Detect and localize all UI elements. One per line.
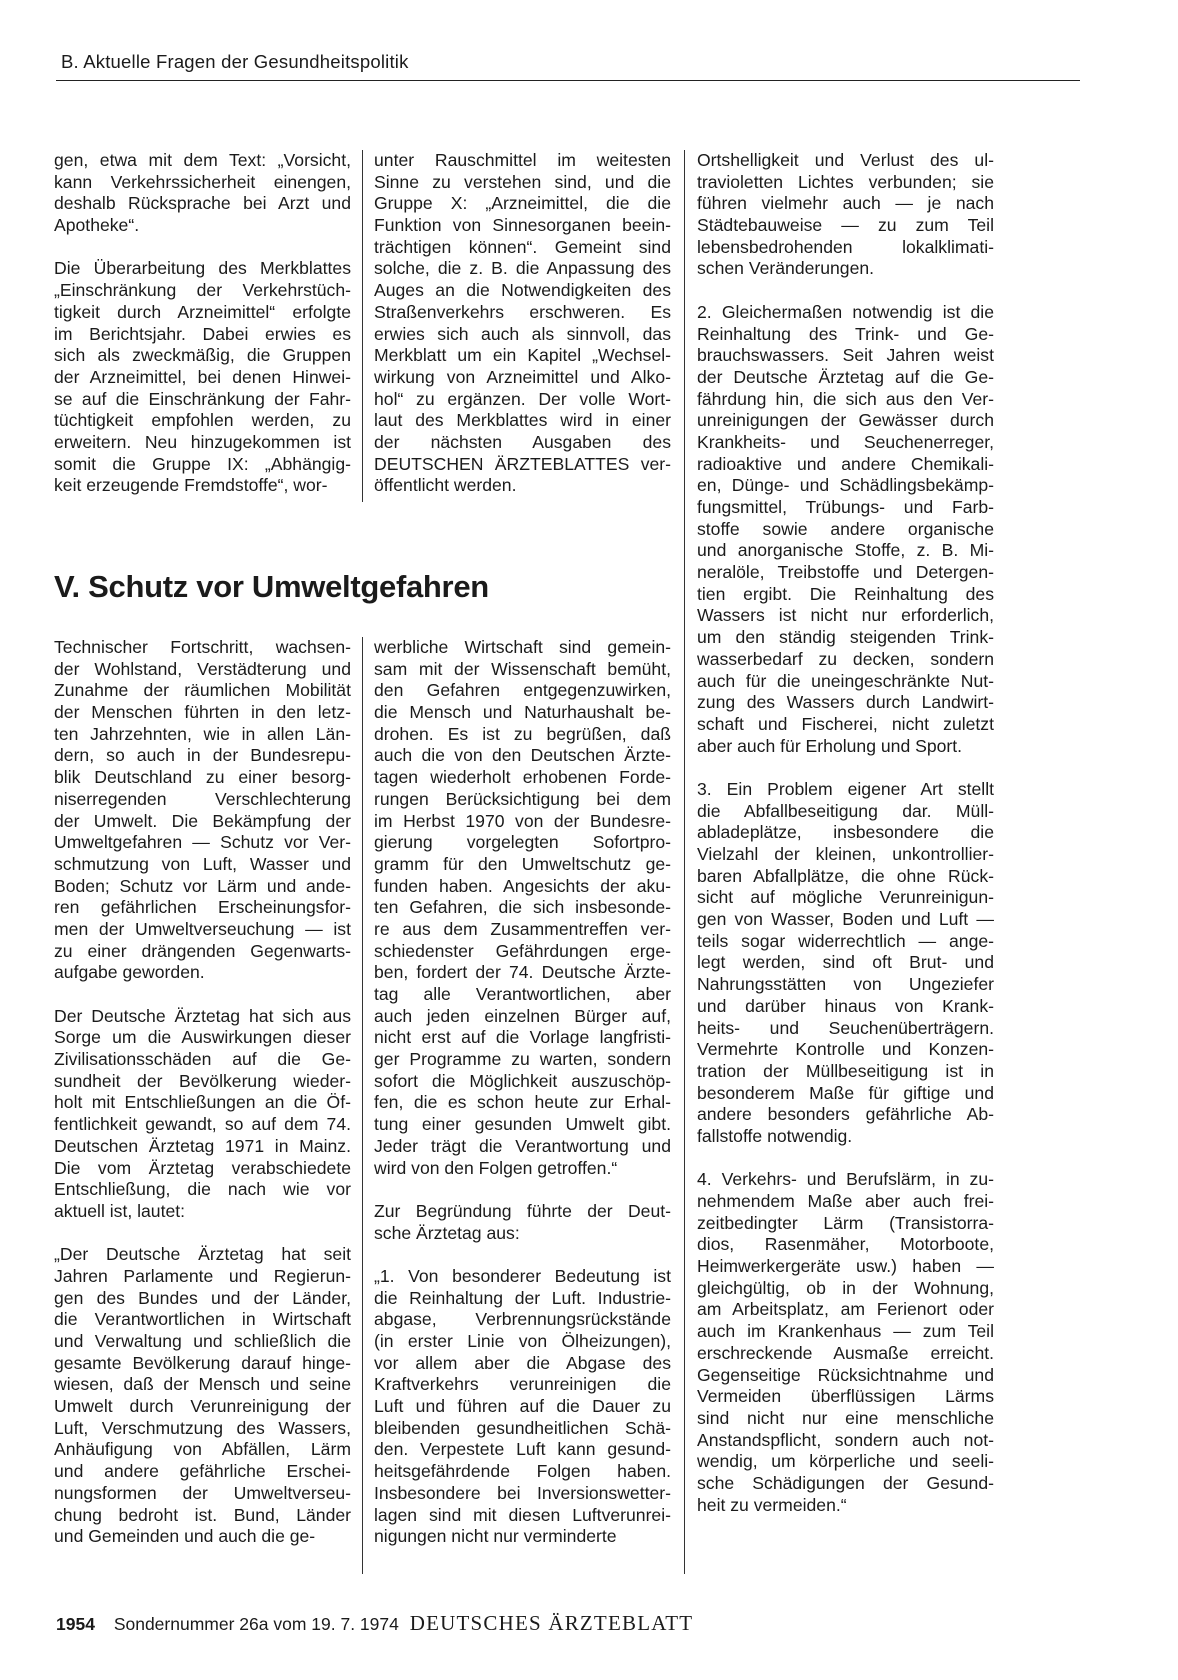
text-line: und Verwaltung und schließlich die bbox=[54, 1331, 351, 1351]
text-line: sche Schädigungen der Gesund- bbox=[697, 1472, 994, 1493]
text-line: sicht auf mögliche Verunreinigun- bbox=[697, 887, 994, 908]
text-line: wasserbedarf zu decken, sondern bbox=[697, 648, 994, 669]
text-line: tration der Müllbeseitigung ist in bbox=[697, 1060, 994, 1081]
text-line: fungsmittel, Trübungs- und Farb- bbox=[697, 497, 994, 517]
text-line: „Einschränkung der Verkehrstüch- bbox=[54, 280, 351, 301]
paragraph-gap bbox=[54, 237, 351, 259]
text-line: Wassers ist nicht nur erforderlich, bbox=[697, 605, 994, 626]
text-line: trächtigen können“. Gemeint sind bbox=[374, 236, 671, 257]
text-line: Anstandspflicht, sondern auch not- bbox=[697, 1429, 994, 1450]
text-line: radioaktive und andere Chemikali- bbox=[697, 453, 994, 474]
text-line: chung bedroht ist. Bund, Länder bbox=[54, 1504, 351, 1525]
text-line: se auf die Einschränkung der Fahr- bbox=[54, 388, 351, 409]
text-line: Deutschen Ärztetag 1971 in Mainz. bbox=[54, 1135, 351, 1156]
text-line: drohen. Es ist zu begrüßen, daß bbox=[374, 723, 671, 744]
text-line: funden haben. Angesichts der aku- bbox=[374, 875, 671, 896]
text-line: gleichgültig, ob in der Wohnung, bbox=[697, 1277, 994, 1298]
text-line: Luft und führen auf die Dauer zu bbox=[374, 1396, 671, 1417]
text-line: Krankheits- und Seuchenerreger, bbox=[697, 431, 994, 452]
text-line: und Gemeinden und auch die ge- bbox=[54, 1526, 316, 1547]
text-line: Nahrungsstätten von Ungeziefer bbox=[697, 974, 994, 995]
text-line: 4. Verkehrs- und Berufslärm, in zu- bbox=[697, 1169, 994, 1190]
text-line: Die vom Ärztetag verabschiedete bbox=[54, 1157, 351, 1178]
masthead: DEUTSCHES ÄRZTEBLATT bbox=[409, 1611, 694, 1635]
paragraph-gap bbox=[374, 1179, 671, 1201]
text-line: en, Dünge- und Schädlingsbekämp- bbox=[697, 475, 994, 496]
text-line: zeitbedingter Lärm (Transistorra- bbox=[697, 1212, 994, 1233]
text-line: deshalb Rücksprache bei Arzt und bbox=[54, 193, 351, 214]
text-line: sche Ärztetag aus: bbox=[374, 1222, 520, 1243]
paragraph-gap bbox=[697, 757, 994, 779]
text-line: nungsformen der Umweltverseu- bbox=[54, 1482, 351, 1503]
column-divider-right bbox=[684, 150, 685, 1574]
text-line: bleibenden gesundheitlichen Schä- bbox=[374, 1417, 671, 1438]
text-line: der Deutsche Ärztetag auf die Ge- bbox=[697, 366, 994, 387]
text-line: aktuell ist, lautet: bbox=[54, 1200, 186, 1221]
text-line: baren Abfallplätze, die ohne Rück- bbox=[697, 865, 994, 886]
text-line: hol“ zu ergänzen. Der volle Wort- bbox=[374, 388, 671, 409]
text-line: solche, die z. B. die Anpassung des bbox=[374, 258, 671, 279]
header-rule bbox=[56, 80, 1080, 81]
text-line: abladeplätze, insbesondere die bbox=[697, 822, 994, 843]
text-line: heits- und Seuchenüberträgern. bbox=[697, 1017, 994, 1038]
text-line: auch die von den Deutschen Ärzte- bbox=[374, 745, 671, 766]
upper-middle-column bbox=[374, 150, 671, 497]
text-line: Technischer Fortschritt, wachsen- bbox=[54, 637, 351, 657]
right-column bbox=[697, 150, 994, 1516]
text-line: wendig, um körperliche und seeli- bbox=[697, 1451, 994, 1472]
text-line: gen, etwa mit dem Text: „Vorsicht, bbox=[54, 150, 351, 170]
text-line: und anorganische Stoffe, z. B. Mi- bbox=[697, 540, 994, 561]
text-line: „1. Von besonderer Bedeutung ist bbox=[374, 1265, 671, 1286]
text-line: Zivilisationsschäden auf die Ge- bbox=[54, 1049, 351, 1070]
text-line: Umweltgefahren — Schutz vor Ver- bbox=[54, 832, 351, 853]
text-line: heit zu vermeiden.“ bbox=[697, 1494, 847, 1515]
text-line: Zunahme der räumlichen Mobilität bbox=[54, 680, 351, 701]
text-line: lebensbedrohenden lokalklimati- bbox=[697, 236, 994, 257]
text-line: travioletten Lichtes verbunden; sie bbox=[697, 171, 994, 192]
text-line: Die Überarbeitung des Merkblattes bbox=[54, 258, 351, 279]
text-line: heitsgefährdende Folgen haben. bbox=[374, 1461, 671, 1482]
text-line: Kraftverkehrs verunreinigen die bbox=[374, 1374, 671, 1395]
text-line: niserregenden Verschlechterung bbox=[54, 788, 351, 809]
text-line: Vermehrte Kontrolle und Konzen- bbox=[697, 1039, 994, 1060]
column-divider-upper-left bbox=[362, 150, 363, 502]
text-line: der Menschen führten in den letz- bbox=[54, 702, 351, 723]
text-line: zung des Wassers durch Landwirt- bbox=[697, 692, 994, 713]
text-line: unter Rauschmittel im weitesten bbox=[374, 150, 671, 170]
text-line: schaft und Fischerei, nicht zuletzt bbox=[697, 713, 994, 734]
text-line: im Herbst 1970 von der Bundesre- bbox=[374, 810, 671, 831]
text-line: fen, die es schon heute zur Erhal- bbox=[374, 1092, 671, 1113]
text-line: öffentlicht werden. bbox=[374, 475, 517, 496]
text-line: Zur Begründung führte der Deut- bbox=[374, 1200, 671, 1221]
text-line: „Der Deutsche Ärztetag hat seit bbox=[54, 1244, 351, 1265]
text-line: tüchtigkeit empfohlen werden, zu bbox=[54, 410, 351, 431]
text-line: die Verantwortlichen in Wirtschaft bbox=[54, 1309, 351, 1330]
text-line: Luft, Verschmutzung des Wassers, bbox=[54, 1417, 351, 1438]
text-line: nehmendem Maße aber auch frei- bbox=[697, 1191, 994, 1211]
text-line: im Berichtsjahr. Dabei erwies es bbox=[54, 323, 351, 344]
text-line: holt mit Entschließungen an die Öf- bbox=[54, 1092, 351, 1113]
text-line: fährdung hin, die sich aus den Ver- bbox=[697, 388, 994, 409]
text-line: kann Verkehrssicherheit einengen, bbox=[54, 171, 351, 192]
paragraph-gap bbox=[697, 280, 994, 302]
text-line: Insbesondere bei Inversionswetter- bbox=[374, 1482, 671, 1503]
text-line: abgase, Verbrennungsrückstände bbox=[374, 1309, 671, 1330]
text-line: tien ergibt. Die Reinhaltung des bbox=[697, 583, 994, 604]
text-line: um den ständig steigenden Trink- bbox=[697, 627, 994, 648]
text-line: tigkeit durch Arzneimittel“ erfolgte bbox=[54, 301, 351, 322]
text-line: fallstoffe notwendig. bbox=[697, 1125, 853, 1146]
text-line: der nächsten Ausgaben des bbox=[374, 431, 671, 452]
text-line: Ortshelligkeit und Verlust des ul- bbox=[697, 150, 994, 170]
text-line: Straßenverkehrs erschweren. Es bbox=[374, 301, 671, 322]
text-line: sofort die Möglichkeit auszuschöp- bbox=[374, 1070, 671, 1091]
text-line: sich als zweckmäßig, die Gruppen bbox=[54, 345, 351, 366]
column-divider-lower-left bbox=[362, 637, 363, 1574]
text-line: auch jeden einzelnen Bürger auf, bbox=[374, 1005, 671, 1026]
text-line: somit die Gruppe IX: „Abhängig- bbox=[54, 453, 351, 474]
text-line: gen von Wasser, Boden und Luft — bbox=[697, 909, 994, 930]
text-line: und darüber hinaus von Krank- bbox=[697, 995, 994, 1016]
text-line: Gruppe X: „Arzneimittel, die die bbox=[374, 193, 671, 214]
text-line: Reinhaltung des Trink- und Ge- bbox=[697, 323, 994, 344]
text-line: Heimwerkergeräte usw.) haben — bbox=[697, 1256, 994, 1277]
text-line: schiedenster Gefährdungen erge- bbox=[374, 940, 671, 961]
paragraph-gap bbox=[697, 1148, 994, 1170]
text-line: dern, so auch in der Bundesrepu- bbox=[54, 745, 351, 766]
text-line: tagen wiederholt erhobenen Forde- bbox=[374, 767, 671, 788]
text-line: DEUTSCHEN ÄRZTEBLATTES ver- bbox=[374, 453, 671, 474]
text-line: ren gefährlichen Erscheinungsfor- bbox=[54, 897, 351, 918]
text-line: gen des Bundes und der Länder, bbox=[54, 1287, 351, 1308]
text-line: legt werden, sind oft Brut- und bbox=[697, 952, 994, 973]
paragraph-gap bbox=[54, 984, 351, 1006]
text-line: aber auch für Erholung und Sport. bbox=[697, 735, 963, 756]
text-line: ten Gefahren, die sich insbesonde- bbox=[374, 897, 671, 918]
text-line: wiesen, daß der Mensch und seine bbox=[54, 1374, 351, 1395]
text-line: die Abfallbeseitigung dar. Müll- bbox=[697, 800, 994, 821]
text-line: auch für die uneingeschränkte Nut- bbox=[697, 670, 994, 691]
text-line: Vielzahl der kleinen, unkontrollier- bbox=[697, 844, 994, 864]
text-line: zu einer drängenden Gegenwarts- bbox=[54, 940, 351, 961]
issue-info: Sondernummer 26a vom 19. 7. 1974 bbox=[113, 1614, 399, 1634]
text-line: erweitern. Neu hinzugekommen ist bbox=[54, 431, 351, 452]
text-line: Boden; Schutz vor Lärm und ande- bbox=[54, 875, 351, 896]
text-line: Der Deutsche Ärztetag hat sich aus bbox=[54, 1005, 351, 1026]
footer bbox=[56, 1611, 693, 1636]
text-line: Anhäufigung von Abfällen, Lärm bbox=[54, 1439, 351, 1460]
text-line: blik Deutschland zu einer besorg- bbox=[54, 767, 351, 788]
text-line: wirkung von Arzneimittel und Alko- bbox=[374, 366, 671, 387]
text-line: Sorge um die Auswirkungen dieser bbox=[54, 1027, 351, 1048]
text-line: Gegenseitige Rücksichtnahme und bbox=[697, 1364, 994, 1385]
text-line: schmutzung von Luft, Wasser und bbox=[54, 853, 351, 874]
text-line: sundheit der Bevölkerung wieder- bbox=[54, 1070, 351, 1091]
text-line: teils sogar widerrechtlich — ange- bbox=[697, 930, 994, 951]
text-line: stoffe sowie andere organische bbox=[697, 518, 994, 539]
text-line: Städtebauweise — zu zum Teil bbox=[697, 215, 994, 236]
text-line: der Umwelt. Die Bekämpfung der bbox=[54, 810, 351, 831]
text-line: der Wohlstand, Verstädterung und bbox=[54, 658, 351, 679]
text-line: nicht erst auf die Vorlage langfristi- bbox=[374, 1027, 671, 1048]
text-line: Vermeiden überflüssigen Lärms bbox=[697, 1386, 994, 1407]
text-line: gramm für den Umweltschutz ge- bbox=[374, 853, 671, 874]
text-line: Umwelt durch Verunreinigung der bbox=[54, 1396, 351, 1417]
text-line: tung einer gesunden Umwelt gibt. bbox=[374, 1114, 671, 1135]
text-line: 2. Gleichermaßen notwendig ist die bbox=[697, 301, 994, 322]
text-line: nigungen nicht nur verminderte bbox=[374, 1526, 617, 1547]
text-line: (in erster Linie von Ölheizungen), bbox=[374, 1331, 671, 1351]
text-line: am Arbeitsplatz, am Ferienort oder bbox=[697, 1299, 994, 1320]
text-line: ger Programme zu warten, sondern bbox=[374, 1049, 671, 1070]
text-line: sind nicht nur eine menschliche bbox=[697, 1407, 994, 1428]
text-line: unreinigungen der Gewässer durch bbox=[697, 410, 994, 431]
text-line: tag alle Verantwortlichen, aber bbox=[374, 984, 671, 1004]
lower-left-column bbox=[54, 637, 351, 1548]
text-line: brauchswassers. Seit Jahren weist bbox=[697, 345, 994, 366]
lower-middle-column bbox=[374, 637, 671, 1548]
text-line: den. Verpestete Luft kann gesund- bbox=[374, 1439, 671, 1460]
text-line: aufgabe geworden. bbox=[54, 962, 205, 983]
text-line: andere besonders gefährliche Ab- bbox=[697, 1104, 994, 1125]
running-head: B. Aktuelle Fragen der Gesundheitspolitik bbox=[61, 51, 409, 72]
upper-left-column bbox=[54, 150, 351, 497]
text-line: lagen sind mit diesen Luftverunrei- bbox=[374, 1504, 671, 1525]
text-line: gierung vorgelegten Sofortpro- bbox=[374, 832, 671, 853]
text-line: auch im Krankenhaus — zum Teil bbox=[697, 1321, 994, 1342]
text-line: den Gefahren entgegenzuwirken, bbox=[374, 680, 671, 701]
text-line: rungen Berücksichtigung bei dem bbox=[374, 788, 671, 809]
text-line: keit erzeugende Fremdstoffe“, wor- bbox=[54, 475, 328, 496]
text-line: Merkblatt um ein Kapitel „Wechsel- bbox=[374, 345, 671, 366]
text-line: ten Jahrzehnten, wie in allen Län- bbox=[54, 723, 351, 744]
text-line: Apotheke“. bbox=[54, 215, 140, 236]
text-line: Jahren Parlamente und Regierun- bbox=[54, 1265, 351, 1286]
text-line: wird von den Folgen getroffen.“ bbox=[374, 1157, 618, 1178]
text-line: sam mit der Wissenschaft bemüht, bbox=[374, 658, 671, 679]
text-line: die Reinhaltung der Luft. Industrie- bbox=[374, 1287, 671, 1308]
text-line: erwies sich auch als sinnvoll, das bbox=[374, 323, 671, 344]
text-line: der Arzneimittel, bei denen Hinwei- bbox=[54, 366, 351, 387]
text-line: vor allem aber die Abgase des bbox=[374, 1352, 671, 1373]
text-line: laut des Merkblattes wird in einer bbox=[374, 410, 671, 431]
text-line: Funktion von Sinnesorganen beein- bbox=[374, 215, 671, 236]
text-line: besonderem Maße für giftige und bbox=[697, 1082, 994, 1103]
section-heading: V. Schutz vor Umweltgefahren bbox=[54, 569, 489, 604]
text-line: Auges an die Notwendigkeiten des bbox=[374, 280, 671, 301]
text-line: men der Umweltverseuchung — ist bbox=[54, 918, 351, 939]
text-line: Entschließung, die nach wie vor bbox=[54, 1179, 351, 1200]
text-line: neralöle, Treibstoffe und Detergen- bbox=[697, 562, 994, 583]
text-line: Jeder trägt die Verantwortung und bbox=[374, 1135, 671, 1156]
page-number: 1954 bbox=[56, 1614, 95, 1634]
text-line: dios, Rasenmäher, Motorboote, bbox=[697, 1234, 994, 1255]
text-line: die Mensch und Naturhaushalt be- bbox=[374, 702, 671, 723]
text-line: erschreckende Ausmaße erreicht. bbox=[697, 1342, 994, 1363]
text-line: gesamte Bevölkerung darauf hinge- bbox=[54, 1352, 351, 1373]
text-line: Sinne zu verstehen sind, und die bbox=[374, 171, 671, 192]
paragraph-gap bbox=[54, 1223, 351, 1245]
text-line: fentlichkeit gewandt, so auf dem 74. bbox=[54, 1114, 351, 1135]
text-line: führen vielmehr auch — je nach bbox=[697, 193, 994, 214]
text-line: re aus dem Zusammentreffen ver- bbox=[374, 918, 671, 939]
text-line: ben, fordert der 74. Deutsche Ärzte- bbox=[374, 962, 671, 983]
text-line: und andere gefährliche Erschei- bbox=[54, 1461, 351, 1482]
text-line: 3. Ein Problem eigener Art stellt bbox=[697, 778, 994, 799]
text-line: werbliche Wirtschaft sind gemein- bbox=[374, 637, 671, 657]
paragraph-gap bbox=[374, 1244, 671, 1266]
text-line: schen Veränderungen. bbox=[697, 258, 875, 279]
